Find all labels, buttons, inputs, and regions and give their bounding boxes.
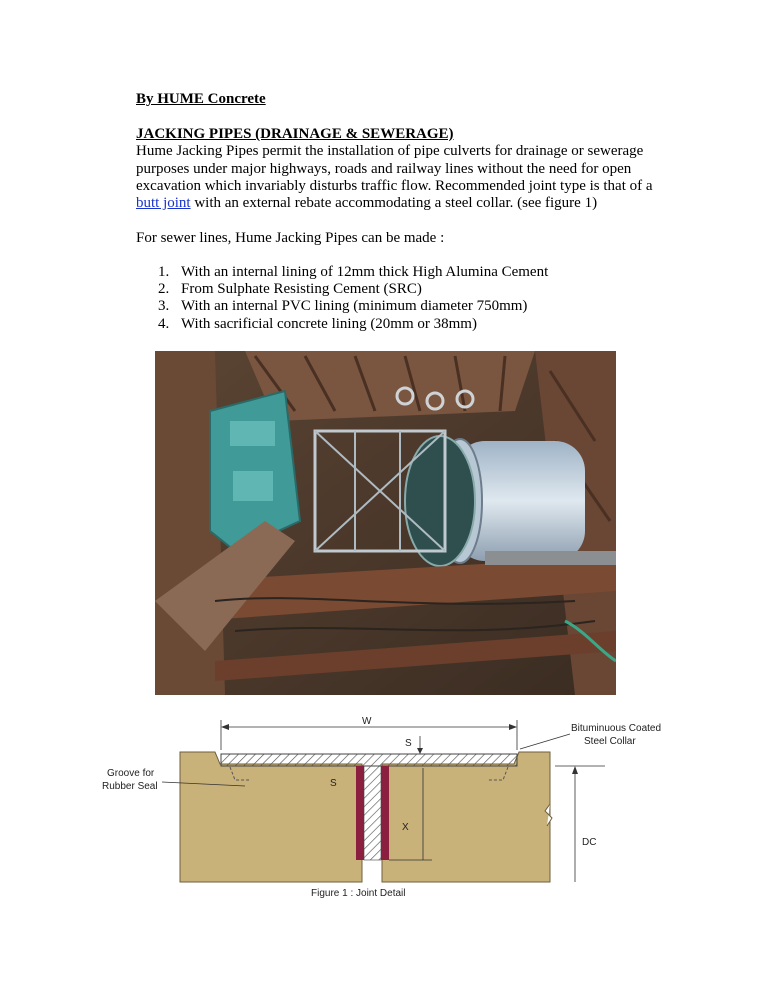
list-text: From Sulphate Resisting Cement (SRC)	[181, 281, 422, 297]
list-number: 4.	[158, 316, 170, 332]
intro-line-3: excavation which invariably disturbs traffic flow. Recommended joint type is that of a	[136, 178, 653, 194]
collar-label-line1: Bituminuous Coated	[571, 723, 662, 734]
intro-line-1: Hume Jacking Pipes permit the installation of pipe culverts for drainage or sewerage	[136, 143, 644, 159]
list-number: 2.	[158, 281, 170, 297]
list-item	[158, 264, 549, 281]
list-number: 3.	[158, 298, 170, 314]
s-mid-label: S	[330, 778, 337, 789]
groove-label-line2: Rubber Seal	[102, 781, 158, 792]
list-item	[158, 316, 477, 333]
joint-detail-figure	[100, 714, 680, 904]
jacking-shaft-photo	[155, 351, 616, 695]
list-number: 1.	[158, 264, 170, 280]
list-text: With an internal lining of 12mm thick High Alumina Cement	[181, 264, 549, 280]
dc-label: DC	[582, 837, 597, 848]
intro-line-4	[136, 195, 597, 212]
sewer-intro: For sewer lines, Hume Jacking Pipes can be made :	[136, 230, 445, 246]
steel-collar	[221, 754, 517, 766]
intro-line-4-text: with an external rebate accommodating a steel collar. (see figure 1)	[190, 195, 598, 211]
joint-gap	[364, 766, 381, 860]
w-label: W	[362, 716, 372, 727]
pipe-left-section	[180, 752, 362, 882]
section-title: JACKING PIPES (DRAINAGE & SEWERAGE)	[136, 126, 454, 142]
list-item	[158, 281, 422, 298]
page-header: By HUME Concrete	[136, 91, 266, 107]
groove-label-line1: Groove for	[107, 768, 155, 779]
collar-label-line2: Steel Collar	[584, 736, 636, 747]
list-text: With an internal PVC lining (minimum diameter 750mm)	[181, 298, 528, 314]
list-text: With sacrificial concrete lining (20mm or 38mm)	[181, 316, 477, 332]
jacking-shaft-illustration	[155, 351, 616, 695]
list-item	[158, 298, 528, 315]
s-top-label: S	[405, 738, 412, 749]
joint-packer	[356, 766, 364, 860]
butt-joint-link[interactable]: butt joint	[136, 195, 191, 211]
pipe-right-section	[382, 752, 550, 882]
collar-leader	[520, 734, 570, 749]
x-label: X	[402, 822, 409, 833]
figure-caption: Figure 1 : Joint Detail	[311, 888, 406, 899]
intro-line-2: purposes under major highways, roads and railway lines without the need for open	[136, 161, 632, 177]
